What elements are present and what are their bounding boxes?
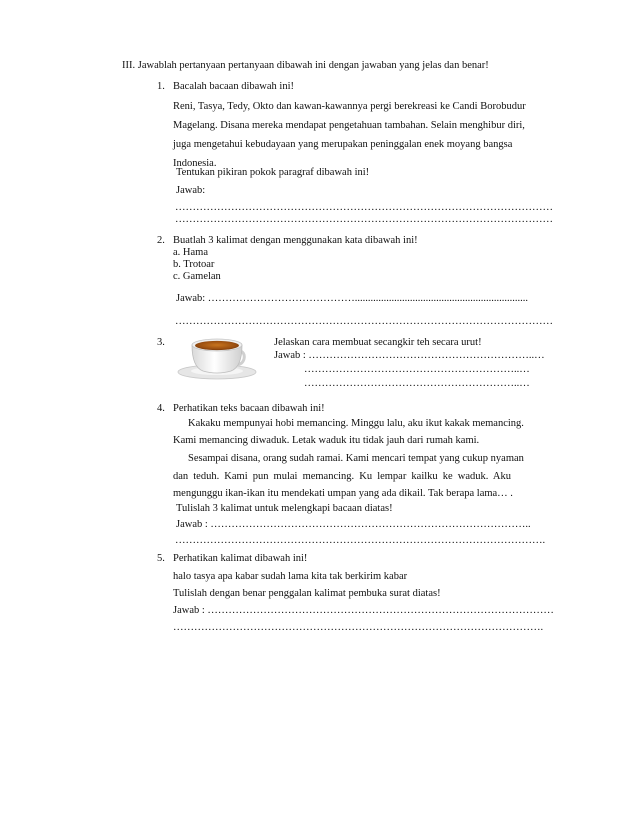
q2-option: a. Hama [173,247,208,258]
q4-passage-line: Sesampai disana, orang sudah ramai. Kami mencari tempat yang cukup nyaman [188,453,524,464]
q1-passage-line: Indonesia. [173,158,217,169]
q4-task: Tulislah 3 kalimat untuk melengkapi bacaan diatas! [176,503,393,514]
q3-number: 3. [157,337,165,348]
q3-answer-line: ……………………………………………………..… [304,378,530,389]
q3-answer-line: ……………………………………………………..… [304,364,530,375]
q4-passage-line: Kami memancing diwaduk. Letak waduk itu tidak jauh dari rumah kami. [173,435,480,446]
q1-passage-line: Magelang. Disana mereka mendapat pengetahuan tambahan. Selain menghibur diri, [173,120,525,131]
q5-number: 5. [157,553,165,564]
q5-sentence: halo tasya apa kabar sudah lama kita tak berkirim kabar [173,571,408,582]
q5-instruction: Perhatikan kalimat dibawah ini! [173,553,308,564]
q4-passage-line: mengunggu ikan-ikan itu mendekati umpan yang ada dikail. Tak berapa lama… . [173,488,513,499]
q4-answer-line: ……………………………………………………………………………………………. [175,535,546,546]
q1-task: Tentukan pikiran pokok paragraf dibawah ini! [176,167,370,178]
q5-answer-line: ……………………………………………………………………………………………. [173,622,544,633]
q3-instruction: Jelaskan cara membuat secangkir teh secara urut! [274,337,482,348]
q2-option: c. Gamelan [173,271,221,282]
q2-option: b. Trotoar [173,259,215,270]
q2-instruction: Buatlah 3 kalimat dengan menggunakan kata dibawah ini! [173,235,418,246]
q4-answer-line: Jawab : ……………………………………………………………………………….. [176,519,531,530]
q4-passage-line: Kakaku mempunyai hobi memancing. Minggu lalu, aku ikut kakak memancing. [188,418,524,429]
q1-answer-line: ……………………………………………………………………………………………… [175,202,553,213]
q1-answer-label: Jawab: [176,185,206,196]
q2-answer-line: Jawab: …………………………………….................................................................. [176,293,529,304]
teacup-icon [176,336,258,380]
q3-answer-line: Jawab : ………………………………………………………..… [274,350,545,361]
q4-number: 4. [157,403,165,414]
q2-number: 2. [157,235,165,246]
q1-instruction: Bacalah bacaan dibawah ini! [173,81,294,92]
q1-answer-line: ……………………………………………………………………………………………… [175,214,553,225]
q2-answer-line: ……………………………………………………………………………………………… [175,316,553,327]
q1-number: 1. [157,81,165,92]
q4-passage-line: dan teduh. Kami pun mulai memancing. Ku lempar kailku ke waduk. Aku [173,471,511,482]
section-heading: III. Jawablah pertanyaan pertanyaan dibawah ini dengan jawaban yang jelas dan benar! [122,60,489,71]
q1-passage-line: juga mengetahui kebudayaan yang merupakan peninggalan enek moyang bangsa [173,139,513,150]
q5-answer-line: Jawab : ……………………………………………………………………………………… [173,605,554,616]
q1-passage-line: Reni, Tasya, Tedy, Okto dan kawan-kawannya pergi berekreasi ke Candi Borobudur [173,101,526,112]
q4-instruction: Perhatikan teks bacaan dibawah ini! [173,403,325,414]
q5-task: Tulislah dengan benar penggalan kalimat pembuka surat diatas! [173,588,441,599]
